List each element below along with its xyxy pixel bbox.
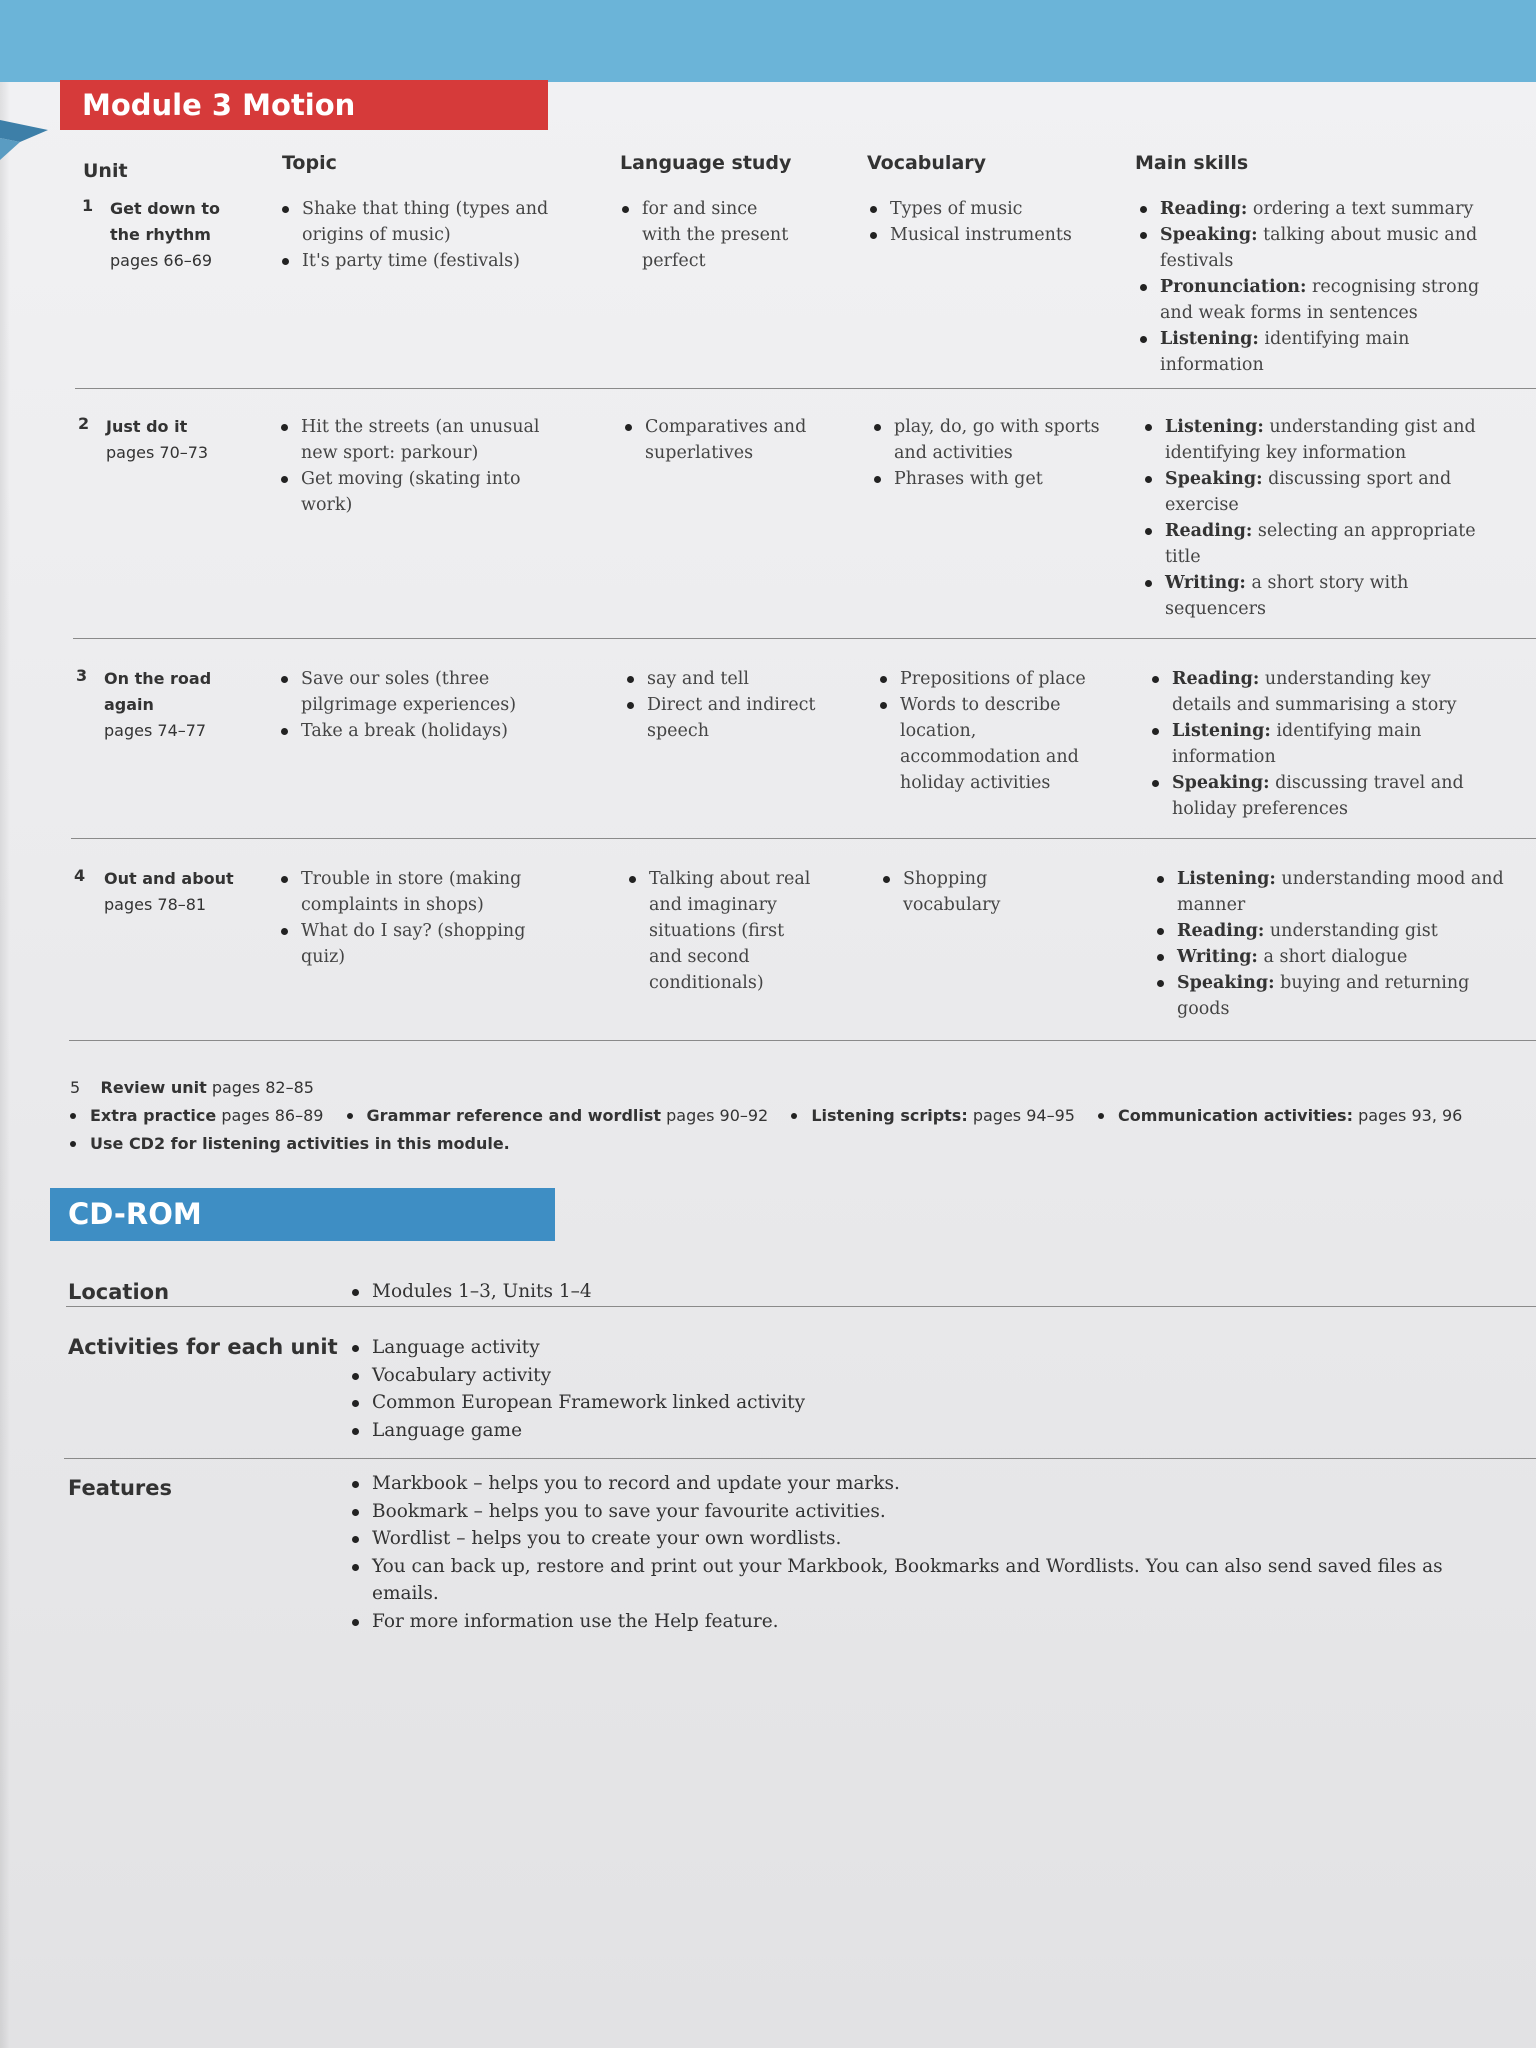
bird-wing-icon [0,100,58,180]
column-header-unit: Unit [83,160,128,182]
features-label: Features [68,1476,172,1500]
skill-label: Reading: [1165,521,1253,541]
grammar-pages: pages 90–92 [666,1106,769,1125]
list-item: Shopping vocabulary [881,866,1041,918]
vocabulary-cell [872,414,1112,492]
skill-text: selecting an appropriate title [1165,521,1476,567]
unit-number: 4 [74,866,86,885]
unit-pages: pages 78–81 [104,895,207,914]
list-item: Modules 1–3, Units 1–4 [350,1278,592,1306]
extra-practice-pages: pages 86–89 [221,1106,324,1125]
features-list [350,1470,1500,1635]
language-cell [625,666,825,744]
list-item: What do I say? (shopping quiz) [279,918,569,970]
skill-item [1138,274,1483,326]
skill-item [1138,326,1483,378]
column-header-skills: Main skills [1135,152,1249,174]
list-item: Language activity [350,1334,805,1362]
skill-text: buying and returning goods [1177,973,1470,1019]
skill-label: Listening: [1160,329,1259,349]
list-item: Get moving (skating into work) [279,466,569,518]
unit-title: Out and about [104,869,234,888]
skill-text: understanding gist and identifying key information [1165,417,1476,463]
module-extras [70,1074,1490,1158]
unit-name [104,866,234,918]
unit-number: 3 [76,666,88,685]
skill-label: Reading: [1177,921,1265,941]
review-number: 5 [70,1078,81,1097]
skill-text: recognising strong and weak forms in sentences [1160,277,1480,323]
list-item: Prepositions of place [878,666,1118,692]
communication-label: Communication activities: [1118,1106,1353,1125]
list-item: Talking about real and imaginary situations (first and second conditionals) [627,866,822,996]
column-header-vocabulary: Vocabulary [867,152,987,174]
skill-item [1155,866,1510,918]
vocabulary-cell [868,196,1108,248]
skill-item [1150,770,1495,822]
skill-text: identifying main information [1160,329,1410,375]
skills-cell [1150,666,1495,822]
row-divider [75,388,1536,389]
location-list [350,1278,592,1306]
skill-item [1138,196,1483,222]
skill-label: Listening: [1177,869,1276,889]
skill-text: discussing travel and holiday preferences [1172,773,1464,819]
review-pages: pages 82–85 [211,1078,314,1097]
module-title: Module 3 Motion [60,80,548,130]
activities-label: Activities for each unit [68,1335,338,1359]
grammar-label: Grammar reference and wordlist [366,1106,662,1125]
skill-text: a short story with sequencers [1165,573,1409,619]
unit-name [104,666,214,744]
skill-text: discussing sport and exercise [1165,469,1452,515]
unit-name [110,196,240,274]
skill-label: Pronunciation: [1160,277,1307,297]
page-edge-shadow [0,82,10,2048]
list-item: say and tell [625,666,825,692]
communication-pages: pages 93, 96 [1358,1106,1463,1125]
unit-name [106,414,236,466]
activities-list [350,1334,805,1444]
skill-text: talking about music and festivals [1160,225,1478,271]
skill-text: ordering a text summary [1252,199,1474,219]
cdrom-title: CD-ROM [50,1188,555,1241]
row-divider [73,638,1536,639]
list-item: Save our soles (three pilgrimage experiences) [279,666,569,718]
skill-text: understanding gist [1269,921,1438,941]
cdrom-divider [66,1306,1536,1307]
language-cell [620,196,800,274]
language-cell [623,414,823,466]
skill-label: Speaking: [1177,973,1275,993]
skill-item [1150,666,1495,718]
row-divider [71,838,1536,839]
topic-cell [279,414,569,518]
skills-cell [1138,196,1483,378]
unit-title: Get down to the rhythm [110,199,221,244]
unit-number: 2 [78,414,90,433]
list-item: Common European Framework linked activity [350,1389,805,1417]
column-header-topic: Topic [282,152,337,174]
topic-cell [280,196,570,274]
skill-label: Writing: [1177,947,1258,967]
list-item: Language game [350,1417,805,1445]
topic-cell [279,866,569,970]
skill-item [1155,944,1510,970]
skill-label: Speaking: [1165,469,1263,489]
skill-label: Reading: [1160,199,1248,219]
skill-item [1143,414,1488,466]
list-item: Types of music [868,196,1108,222]
skills-cell [1143,414,1488,622]
list-item: It's party time (festivals) [280,248,570,274]
location-label: Location [68,1280,170,1304]
skill-item [1155,970,1510,1022]
unit-number: 1 [82,196,94,215]
extra-practice-label: Extra practice [90,1106,217,1125]
review-line [70,1074,1490,1102]
unit-title: On the road again [104,669,212,714]
skill-label: Listening: [1165,417,1264,437]
unit-pages: pages 70–73 [106,443,209,462]
list-item: You can back up, restore and print out your Markbook, Bookmarks and Wordlists. You can also send saved files as emails. [350,1553,1500,1608]
skill-item [1143,466,1488,518]
list-item: Comparatives and superlatives [623,414,823,466]
list-item: For more information use the Help feature. [350,1608,1500,1636]
skill-label: Writing: [1165,573,1246,593]
unit-pages: pages 74–77 [104,721,207,740]
skill-item [1155,918,1510,944]
skill-text: identifying main information [1172,721,1422,767]
review-label: Review unit [100,1078,207,1097]
skill-label: Reading: [1172,669,1260,689]
skill-item [1138,222,1483,274]
list-item: Hit the streets (an unusual new sport: parkour) [279,414,569,466]
language-cell [627,866,822,996]
cd-note: Use CD2 for listening activities in this module. [90,1134,510,1153]
vocabulary-cell [878,666,1118,796]
skill-label: Speaking: [1172,773,1270,793]
skill-text: understanding mood and manner [1177,869,1504,915]
vocabulary-cell [881,866,1041,918]
skill-label: Speaking: [1160,225,1258,245]
skill-item [1150,718,1495,770]
list-item: Phrases with get [872,466,1112,492]
list-item: Musical instruments [868,222,1108,248]
list-item: for and since with the present perfect [620,196,800,274]
unit-pages: pages 66–69 [110,251,213,270]
list-item: Shake that thing (types and origins of music) [280,196,570,248]
list-item: Wordlist – helps you to create your own wordlists. [350,1525,1500,1553]
list-item: Direct and indirect speech [625,692,825,744]
cd-note-line [70,1130,1490,1158]
skill-label: Listening: [1172,721,1271,741]
list-item: Take a break (holidays) [279,718,569,744]
scripts-pages: pages 94–95 [972,1106,1075,1125]
skill-text: understanding key details and summarising a story [1172,669,1457,715]
skill-text: a short dialogue [1263,947,1408,967]
list-item: Vocabulary activity [350,1362,805,1390]
list-item: Words to describe location, accommodation and holiday activities [878,692,1118,796]
skills-cell [1155,866,1510,1022]
list-item: Bookmark – helps you to save your favourite activities. [350,1498,1500,1526]
unit-title: Just do it [106,417,188,436]
list-item: Trouble in store (making complaints in shops) [279,866,569,918]
list-item: Markbook – helps you to record and update your marks. [350,1470,1500,1498]
skill-item [1143,570,1488,622]
skill-item [1143,518,1488,570]
topic-cell [279,666,569,744]
references-line [70,1102,1490,1130]
column-header-language: Language study [620,152,792,174]
list-item: play, do, go with sports and activities [872,414,1112,466]
scripts-label: Listening scripts: [811,1106,968,1125]
row-divider [69,1040,1536,1041]
cdrom-divider [64,1458,1536,1459]
